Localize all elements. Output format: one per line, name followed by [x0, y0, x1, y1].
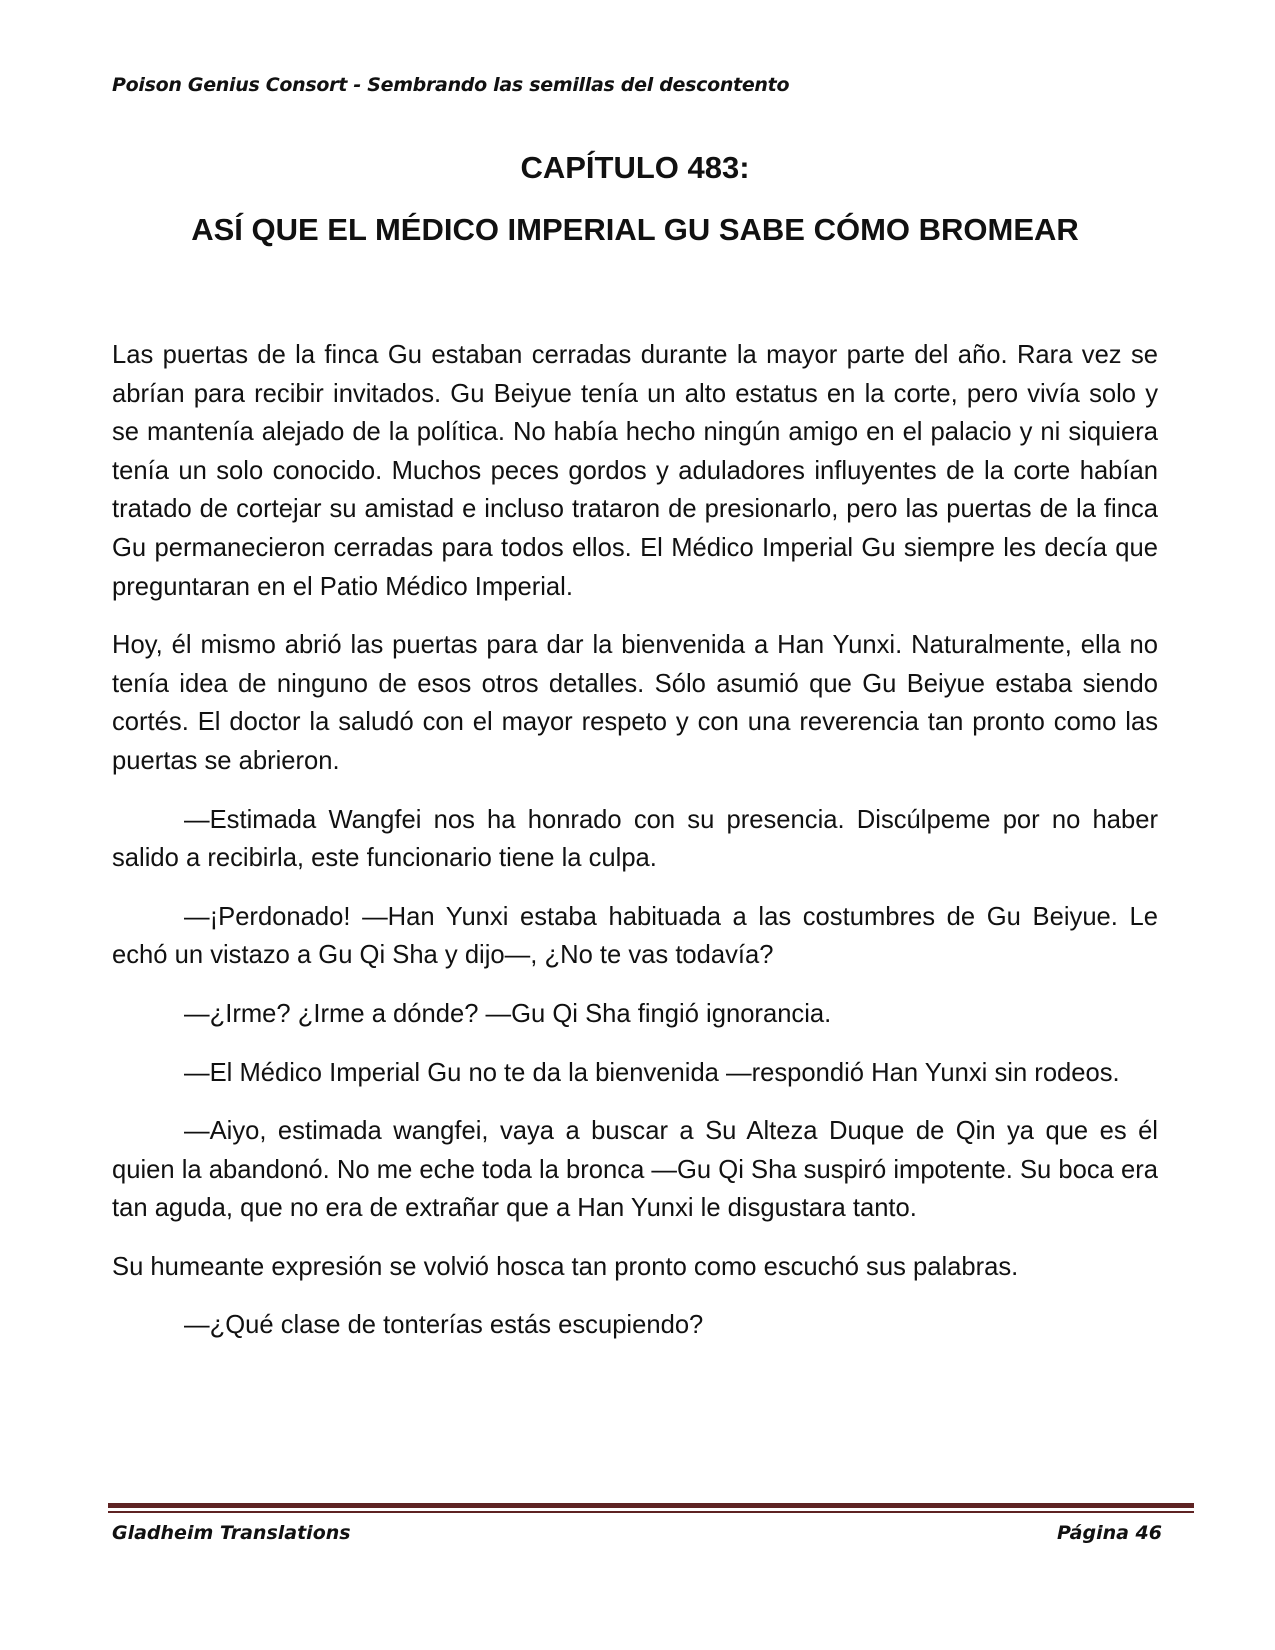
paragraph: —¿Irme? ¿Irme a dónde? —Gu Qi Sha fingió ignorancia. [184, 999, 832, 1028]
paragraph: —Aiyo, estimada wangfei, vaya a buscar a Su Alteza Duque de Qin ya que es él quien la abandonó. No me eche toda la bronca —Gu Qi Sha suspiró impotente. Su boca era tan aguda, que no era de extrañar que a Han Yunxi le disgustara tanto. [112, 1117, 1158, 1223]
paragraph: Las puertas de la finca Gu estaban cerradas durante la mayor parte del año. Rara vez se abrían para recibir invitados. Gu Beiyue tenía un alto estatus en la corte, pero vivía solo y se mantenía alejado de la política. No había hecho ningún amigo en el palacio y ni siquiera tenía un solo conocido. Muchos peces gordos y aduladores influyentes de la corte habían tratado de cortejar su amistad e incluso trataron de presionarlo, pero las puertas de la finca Gu permanecieron cerradas para todos ellos. El Médico Imperial Gu siempre les decía que preguntaran en el Patio Médico Imperial. [112, 341, 1158, 601]
footer-rule-thick [108, 1503, 1194, 1508]
paragraph: Su humeante expresión se volvió hosca tan pronto como escuchó sus palabras. [112, 1252, 1019, 1281]
page-number: Página 46 [1056, 1522, 1162, 1544]
paragraph: —El Médico Imperial Gu no te da la bienvenida —respondió Han Yunxi sin rodeos. [184, 1058, 1120, 1087]
running-header: Poison Genius Consort - Sembrando las semillas del descontento [112, 74, 790, 96]
chapter-number: CAPÍTULO 483: [520, 150, 750, 185]
body-text [112, 336, 1158, 1365]
paragraph: Hoy, él mismo abrió las puertas para dar la bienvenida a Han Yunxi. Naturalmente, ella no tenía idea de ninguno de esos otros detalles. Sólo asumió que Gu Beiyue estaba siendo cortés. El doctor la saludó con el mayor respeto y con una reverencia tan pronto como las puertas se abrieron. [112, 631, 1158, 775]
footer-publisher: Gladheim Translations [112, 1522, 351, 1544]
paragraph: —¿Qué clase de tonterías estás escupiendo? [184, 1311, 704, 1340]
paragraph: —Estimada Wangfei nos ha honrado con su presencia. Discúlpeme por no haber salido a recibirla, este funcionario tiene la culpa. [112, 805, 1158, 873]
chapter-title: ASÍ QUE EL MÉDICO IMPERIAL GU SABE CÓMO BROMEAR [191, 212, 1079, 247]
footer-rule-thin [108, 1511, 1194, 1513]
paragraph: —¡Perdonado! —Han Yunxi estaba habituada a las costumbres de Gu Beiyue. Le echó un vistazo a Gu Qi Sha y dijo—, ¿No te vas todavía? [112, 902, 1158, 970]
